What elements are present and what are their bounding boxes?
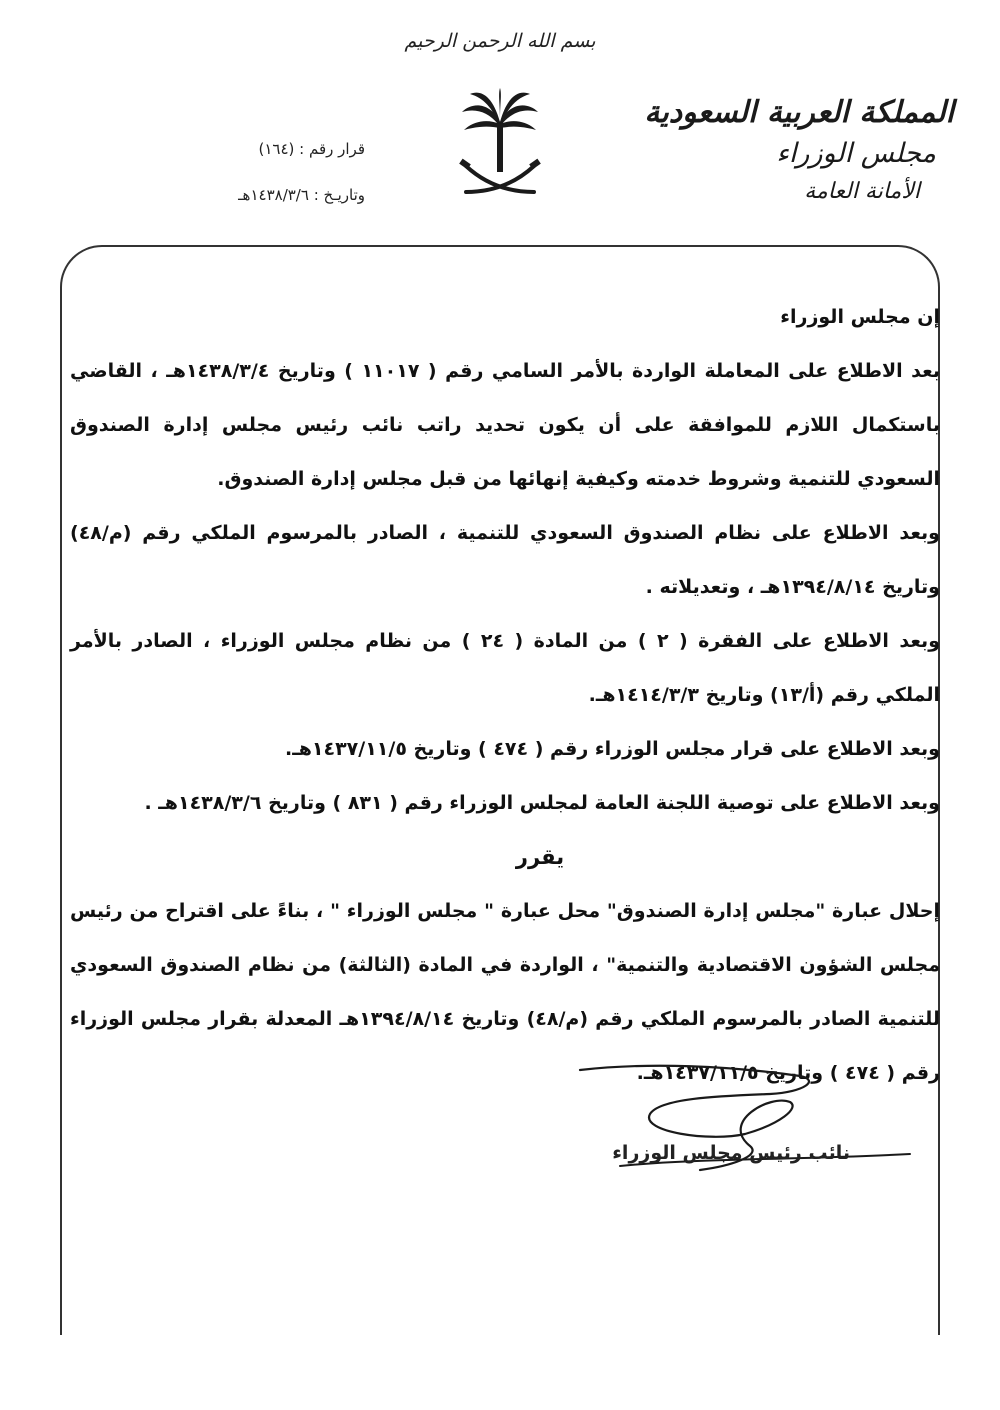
paragraph-1: بعد الاطلاع على المعاملة الواردة بالأمر السامي رقم ( ١١٠١٧ ) وتاريخ ١٤٣٨/٣/٤هـ ، القاضي باستكمال اللازم للموافقة على أن يكون تحديد راتب نائب رئيس مجلس إدارة الصندوق السعودي للتنمية وشروط خدمته وكيفية إنهائها من قبل مجلس إدارة الصندوق.	[70, 360, 940, 490]
decision-date: وتاريـخ : ١٤٣٨/٣/٦هـ	[238, 186, 365, 204]
basmala: بسم الله الرحمن الرحيم	[404, 30, 596, 52]
saudi-emblem-icon	[454, 88, 546, 200]
paragraph-2: وبعد الاطلاع على نظام الصندوق السعودي للتنمية ، الصادر بالمرسوم الملكي رقم (م/٤٨) وتاريخ ١٣٩٤/٨/١٤هـ ، وتعديلاته .	[70, 522, 940, 598]
resolution-text: إحلال عبارة "مجلس إدارة الصندوق" محل عبارة " مجلس الوزراء " ، بناءً على اقتراح من رئيس مجلس الشؤون الاقتصادية والتنمية" ، الواردة في المادة (الثالثة) من نظام الصندوق السعودي للتنمية الصادر بالمرسوم الملكي رقم (م/٤٨) وتاريخ ١٣٩٤/٨/١٤هـ المعدلة بقرار مجلس الوزراء رقم ( ٤٧٤ ) وتاريخ ١٤٣٧/١١/٥هـ.	[70, 900, 940, 1084]
handwritten-signature	[500, 1062, 950, 1192]
letterhead	[624, 92, 954, 210]
council-name: مجلس الوزراء	[776, 138, 936, 169]
signature-block	[500, 1062, 950, 1192]
secretariat-name: الأمانة العامة	[804, 179, 920, 204]
paragraph-3: وبعد الاطلاع على الفقرة ( ٢ ) من المادة ( ٢٤ ) من نظام مجلس الوزراء ، الصادر بالأمر الملكي رقم (أ/١٣) وتاريخ ١٤١٤/٣/٣هـ.	[70, 630, 941, 706]
kingdom-name: المملكة العربية السعودية	[644, 95, 954, 130]
paragraph-4: وبعد الاطلاع على قرار مجلس الوزراء رقم ( ٤٧٤ ) وتاريخ ١٤٣٧/١١/٥هـ.	[284, 738, 940, 760]
decides-heading: يقرر	[515, 845, 565, 869]
paragraph-5: وبعد الاطلاع على توصية اللجنة العامة لمجلس الوزراء رقم ( ٨٣١ ) وتاريخ ١٤٣٨/٣/٦هـ .	[144, 792, 940, 814]
opening-line: إن مجلس الوزراء	[780, 306, 940, 328]
document-body	[70, 290, 940, 1100]
decision-meta	[140, 126, 365, 218]
decision-number: قرار رقم : (١٦٤)	[258, 140, 365, 158]
signatory-title: نائب رئيس مجلس الوزراء	[612, 1142, 850, 1164]
